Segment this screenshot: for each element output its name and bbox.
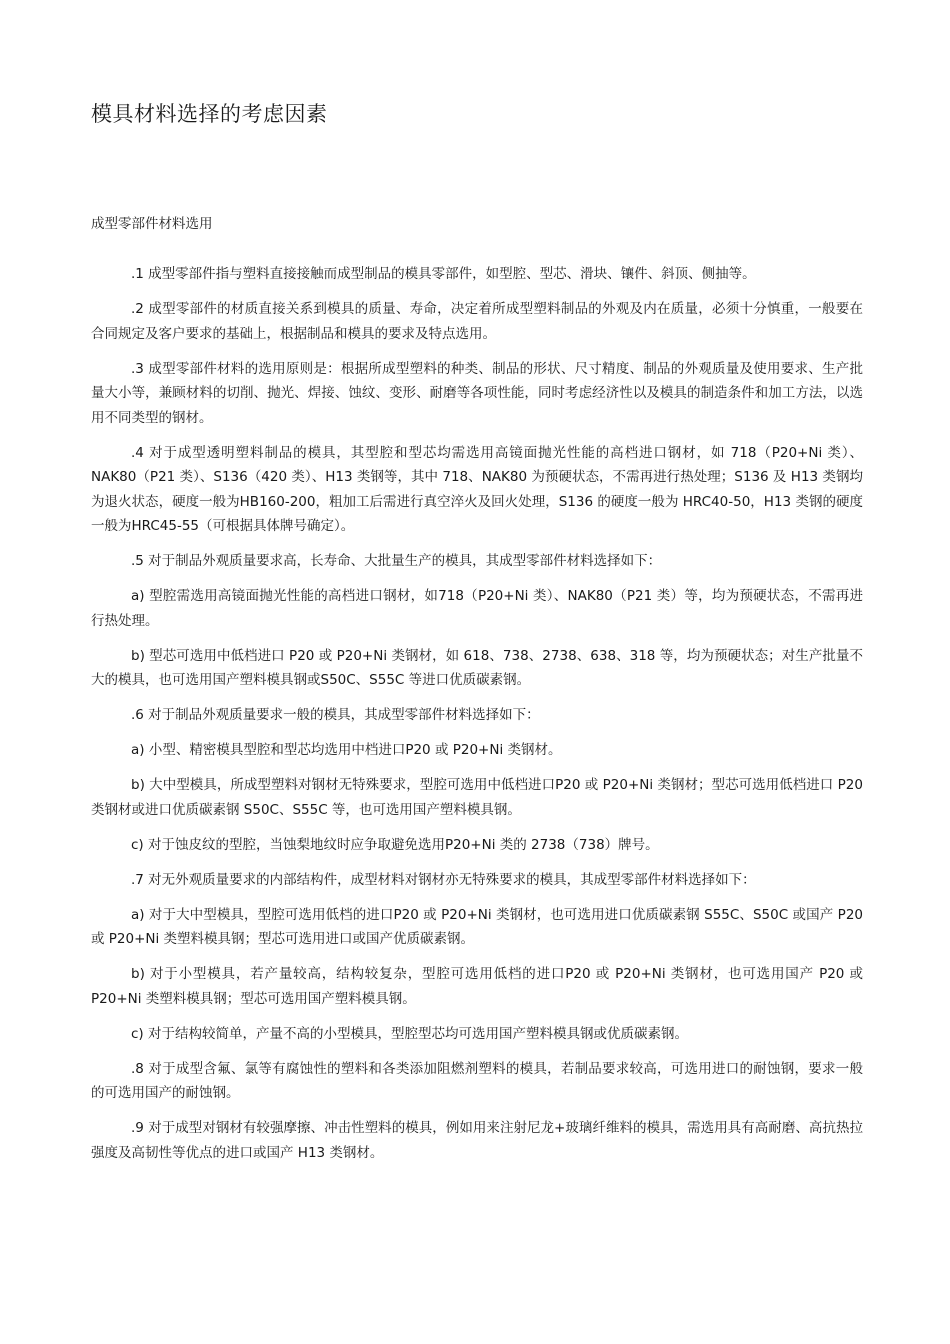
paragraph-8: .8 对于成型含氟、氯等有腐蚀性的塑料和各类添加阻燃剂塑料的模具，若制品要求较高，可选用进口的耐蚀钢，要求一般的可选用国产的耐蚀钢。 xyxy=(91,1060,863,1101)
section-heading: 成型零部件材料选用 xyxy=(91,216,213,232)
paragraph-3: .3 成型零部件材料的选用原则是：根据所成型塑料的种类、制品的形状、尺寸精度、制品的外观质量及使用要求、生产批量大小等，兼顾材料的切削、抛光、焊接、蚀纹、变形、耐磨等各项性能，同时考虑经济性以及模具的制造条件和加工方法，以选用不同类型的钢材。 xyxy=(91,360,863,426)
paragraph-1: .1 成型零部件指与塑料直接接触而成型制品的模具零部件，如型腔、型芯、滑块、镶件、斜顶、侧抽等。 xyxy=(131,266,756,282)
paragraph-2: .2 成型零部件的材质直接关系到模具的质量、寿命，决定着所成型塑料制品的外观及内在质量，必须十分慎重，一般要在合同规定及客户要求的基础上，根据制品和模具的要求及特点选用。 xyxy=(91,301,863,342)
paragraph-6b: b) 大中型模具，所成型塑料对钢材无特殊要求，型腔可选用中低档进口P20 或 P20+Ni 类钢材；型芯可选用低档进口 P20 类钢材或进口优质碳素钢 S50C、S55C 等，也可选用国产塑料模具钢。 xyxy=(91,777,863,818)
paragraph-7c: c) 对于结构较简单，产量不高的小型模具，型腔型芯均可选用国产塑料模具钢或优质碳素钢。 xyxy=(131,1025,688,1042)
paragraph-7a: a) 对于大中型模具，型腔可选用低档的进口P20 或 P20+Ni 类钢材，也可选用进口优质碳素钢 S55C、S50C 或国产 P20 或 P20+Ni 类塑料模具钢；型芯可选用进口或国产优质碳素钢。 xyxy=(91,906,863,947)
paragraph-5: .5 对于制品外观质量要求高，长寿命、大批量生产的模具，其成型零部件材料选择如下： xyxy=(131,553,662,569)
document-body xyxy=(91,262,863,1176)
page-title: 模具材料选择的考虑因素 xyxy=(91,102,328,126)
paragraph-9: .9 对于成型对钢材有较强摩擦、冲击性塑料的模具，例如用来注射尼龙+玻璃纤维料的模具，需选用具有高耐磨、高抗热拉强度及高韧性等优点的进口或国产 H13 类钢材。 xyxy=(91,1120,863,1161)
paragraph-6c: c) 对于蚀皮纹的型腔，当蚀梨地纹时应争取避免选用P20+Ni 类的 2738（738）牌号。 xyxy=(131,836,659,853)
paragraph-6a: a) 小型、精密模具型腔和型芯均选用中档进口P20 或 P20+Ni 类钢材。 xyxy=(131,742,562,758)
paragraph-4: .4 对于成型透明塑料制品的模具，其型腔和型芯均需选用高镜面抛光性能的高档进口钢材，如 718（P20+Ni 类）、NAK80（P21 类）、S136（420 类）、H13 类钢等，其中 718、NAK80 为预硬状态，不需再进行热处理；S136 及 H13 类钢均为退火状态，硬度一般为HB160-200，粗加工后需进行真空淬火及回火处理，S136 的硬度一般为 HRC40-50，H13 类钢的硬度一般为HRC45-55（可根据具体牌号确定）。 xyxy=(91,444,863,534)
paragraph-7: .7 对无外观质量要求的内部结构件，成型材料对钢材亦无特殊要求的模具，其成型零部件材料选择如下： xyxy=(131,871,756,888)
paragraph-6: .6 对于制品外观质量要求一般的模具，其成型零部件材料选择如下： xyxy=(131,707,540,723)
paragraph-5a: a) 型腔需选用高镜面抛光性能的高档进口钢材，如718（P20+Ni 类）、NAK80（P21 类）等，均为预硬状态，不需再进行热处理。 xyxy=(91,588,863,629)
paragraph-7b: b) 对于小型模具，若产量较高，结构较复杂，型腔可选用低档的进口P20 或 P20+Ni 类钢材，也可选用国产 P20 或 P20+Ni 类塑料模具钢；型芯可选用国产塑料模具钢。 xyxy=(91,966,863,1007)
paragraph-5b: b) 型芯可选用中低档进口 P20 或 P20+Ni 类钢材，如 618、738、2738、638、318 等，均为预硬状态；对生产批量不大的模具，也可选用国产塑料模具钢或S50C、S55C 等进口优质碳素钢。 xyxy=(91,647,863,688)
